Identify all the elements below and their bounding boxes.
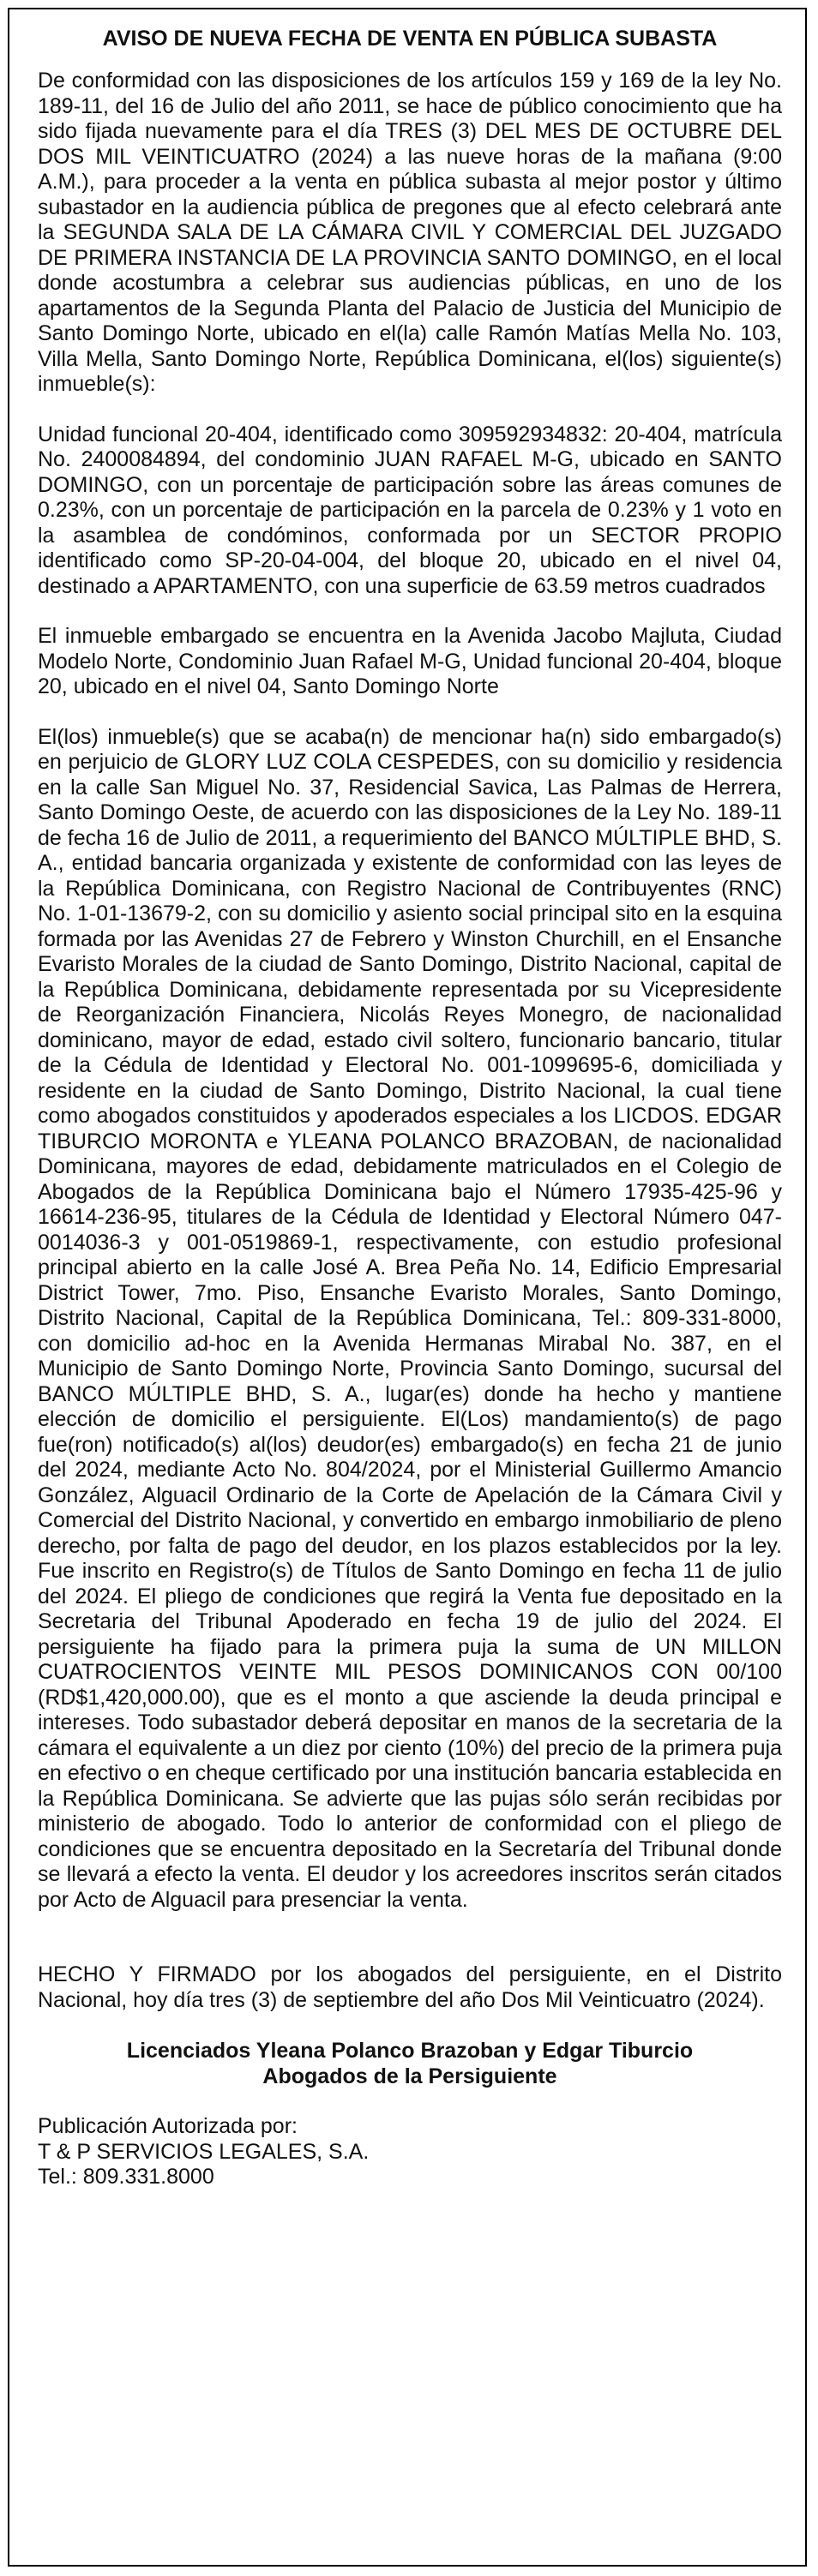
publication-company: T & P SERVICIOS LEGALES, S.A. bbox=[38, 2139, 370, 2164]
spacer bbox=[38, 2089, 782, 2114]
legal-notice bbox=[38, 26, 782, 2190]
publication-authorized-label: Publicación Autorizada por: bbox=[38, 2114, 298, 2138]
paragraph-property-description: Unidad funcional 20-404, identificado como 309592934832: 20-404, matrícula No. 2400084894, del condominio JUAN RAFAEL M-G, ubicado en SANTO DOMINGO, con un porcentaje de participación sobre las áreas comunes de 0.23%, con un porcentaje de participación en la parcela de 0.23% y 1 voto en la asamblea de condóminos, conformada por un SECTOR PROPIO identificado como SP-20-04-004, del bloque 20, ubicado en el nivel 04, destinado a APARTAMENTO, con una superficie de 63.59 metros cuadrados bbox=[38, 422, 782, 598]
paragraph-property-location: El inmueble embargado se encuentra en la Avenida Jacobo Majluta, Ciudad Modelo Norte, Condominio Juan Rafael M-G, Unidad funcional 20-404, bloque 20, ubicado en el nivel 04, Santo Domingo Norte bbox=[38, 624, 782, 698]
spacer bbox=[38, 599, 782, 624]
publication-phone: Tel.: 809.331.8000 bbox=[38, 2165, 214, 2189]
paragraph-seizure-details: El(los) inmueble(s) que se acaba(n) de mencionar ha(n) sido embargado(s) en perjuicio de GLORY LUZ COLA CESPEDES, con su domicilio y residencia en la calle San Miguel No. 37, Residencial Savica, Las Palmas de Herrera, Santo Domingo Oeste, de acuerdo con las disposiciones de la Ley No. 189-11 de fecha 16 de Julio de 2011, a requerimiento del BANCO MÚLTIPLE BHD, S. A., entidad bancaria organizada y existente de conformidad con las leyes de la República Dominicana, con Registro Nacional de Contribuyentes (RNC) No. 1-01-13679-2, con su domicilio y asiento social principal sito en la esquina formada por las Avenidas 27 de Febrero y Winston Churchill, en el Ensanche Evaristo Morales de la ciudad de Santo Domingo, Distrito Nacional, capital de la República Dominicana, debidamente representada por su Vicepresidente de Reorganización Financiera, Nicolás Reyes Monegro, de nacionalidad dominicano, mayor de edad, estado civil soltero, funcionario bancario, titular de la Cédula de Identidad y Electoral No. 001-1099695-6, domiciliada y residente en la ciudad de Santo Domingo, Distrito Nacional, la cual tiene como abogados constituidos y apoderados especiales a los LICDOS. EDGAR TIBURCIO MORONTA e YLEANA POLANCO BRAZOBAN, de nacionalidad Dominicana, mayores de edad, debidamente matriculados en el Colegio de Abogados de la República Dominicana bajo el Número 17935-425-96 y 16614-236-95, titulares de la Cédula de Identidad y Electoral Número 047-0014036-3 y 001-0519869-1, respectivamente, con estudio profesional principal abierto en la calle José A. Brea Peña No. 14, Edificio Empresarial District Tower, 7mo. Piso, Ensanche Evaristo Morales, Santo Domingo, Distrito Nacional, Capital de la República Dominicana, Tel.: 809-331-8000, con domicilio ad-hoc en la Avenida Hermanas Mirabal No. 387, en el Municipio de Santo Domingo Norte, Provincia Santo Domingo, sucursal del BANCO MÚLTIPLE BHD, S. A., lugar(es) donde ha hecho y mantiene elección de domicilio el persiguiente. El(Los) mandamiento(s) de pago fue(ron) notificado(s) al(los) deudor(es) embargado(s) en fecha 21 de junio del 2024, mediante Acto No. 804/2024, por el Ministerial Guillermo Amancio González, Alguacil Ordinario de la Corte de Apelación de la Cámara Civil y Comercial del Distrito Nacional, y convertido en embargo inmobiliario de pleno derecho, por falta de pago del deudor, en los plazos establecidos por la ley. Fue inscrito en Registro(s) de Títulos de Santo Domingo en fecha 11 de julio del 2024. El pliego de condiciones que regirá la Venta fue depositado en la Secretaria del Tribunal Apoderado en fecha 19 de julio del 2024. El persiguiente ha fijado para la primera puja la suma de UN MILLON CUATROCIENTOS VEINTE MIL PESOS DOMINICANOS CON 00/100 (RD$1,420,000.00), que es el monto a que asciende la deuda principal e intereses. Todo subastador deberá depositar en manos de la secretaria de la cámara el equivalente a un diez por ciento (10%) del precio de la primera puja en efectivo o en cheque certificado por una institución bancaria establecida en la República Dominicana. Se advierte que las pujas sólo serán recibidas por ministerio de abogado. Todo lo anterior de conformidad con el pliego de condiciones que se encuentra depositado en la Secretaría del Tribunal donde se llevará a efecto la venta. El deudor y los acreedores inscritos serán citados por Acto de Alguacil para presenciar la venta. bbox=[38, 724, 782, 1912]
notice-title: AVISO DE NUEVA FECHA DE VENTA EN PÚBLICA SUBASTA bbox=[102, 27, 718, 51]
spacer bbox=[38, 398, 782, 422]
spacer bbox=[38, 1913, 782, 1962]
spacer bbox=[38, 700, 782, 725]
signature-role: Abogados de la Persiguiente bbox=[262, 2064, 557, 2088]
paragraph-announcement: De conformidad con las disposiciones de los artículos 159 y 169 de la ley No. 189-11, del 16 de Julio del año 2011, se hace de público conocimiento que ha sido fijada nuevamente para el día TRES (3) DEL MES DE OCTUBRE DEL DOS MIL VEINTICUATRO (2024) a las nueve horas de la mañana (9:00 A.M.), para proceder a la venta en pública subasta al mejor postor y último subastador en la audiencia pública de pregones que al efecto celebrará ante la SEGUNDA SALA DE LA CÁMARA CIVIL Y COMERCIAL DEL JUZGADO DE PRIMERA INSTANCIA DE LA PROVINCIA SANTO DOMINGO, en el local donde acostumbra a celebrar sus audiencias públicas, en uno de los apartamentos de la Segunda Planta del Palacio de Justicia del Municipio de Santo Domingo Norte, ubicado en el(la) calle Ramón Matías Mella No. 103, Villa Mella, Santo Domingo Norte, República Dominicana, el(los) siguiente(s) inmueble(s): bbox=[38, 69, 782, 396]
signature-names: Licenciados Yleana Polanco Brazoban y Edgar Tiburcio bbox=[126, 2039, 694, 2063]
paragraph-signed: HECHO Y FIRMADO por los abogados del persiguiente, en el Distrito Nacional, hoy día tres (3) de septiembre del año Dos Mil Veinticuatro (2024). bbox=[38, 1962, 782, 2012]
spacer bbox=[38, 2013, 782, 2038]
